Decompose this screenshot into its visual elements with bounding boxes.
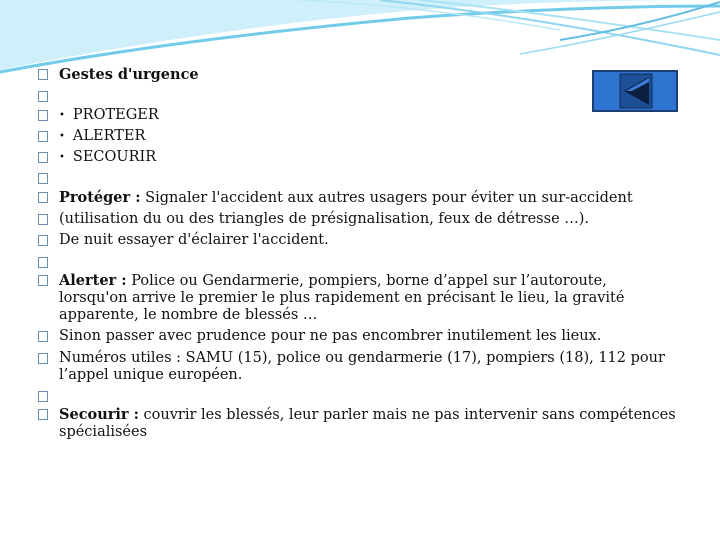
bullet-line (38, 328, 678, 345)
bullet-box-icon (38, 110, 48, 121)
bullet-box-icon (38, 91, 48, 102)
bullet-label: Alerter : (59, 271, 127, 289)
bullet-text (73, 107, 678, 124)
bullet-text (59, 232, 678, 249)
sub-bullet-dot: • (59, 130, 65, 142)
bullet-box-icon (38, 391, 48, 402)
bullet-line (38, 66, 678, 84)
bullet-box-icon (38, 152, 48, 163)
bullet-line (38, 406, 678, 441)
bullet-text (59, 189, 678, 207)
bullet-text (59, 406, 678, 441)
bullet-line (38, 128, 678, 145)
bullet-body: ALERTER (72, 127, 146, 144)
bullet-body: (utilisation du ou des triangles de présignalisation, feux de détresse …). (59, 211, 590, 228)
bullet-text (59, 328, 678, 345)
sub-bullet-dot: • (59, 152, 65, 164)
bullet-box-icon (38, 353, 48, 364)
bullet-line (38, 211, 678, 228)
bullet-box-icon (38, 331, 48, 342)
bullet-box-icon (38, 275, 48, 286)
bullet-line (38, 350, 678, 384)
bullet-text (59, 272, 678, 324)
bullet-line (38, 88, 678, 102)
bullet-box-icon (38, 69, 48, 80)
bullet-body: Police ou Gendarmerie, pompiers, borne d’appel sur l’autoroute, lorsqu'on arrive le premier le plus rapidement en précisant le lieu, la gravité apparente, le nombre de blessés … (59, 272, 625, 323)
bullet-box-icon (38, 192, 48, 203)
bullet-label: Gestes d'urgence (59, 66, 199, 83)
bullet-line (38, 254, 678, 268)
bullet-body: PROTEGER (72, 106, 159, 123)
bullet-line (38, 388, 678, 402)
bullet-box-icon (38, 214, 48, 225)
bullet-text (59, 211, 678, 228)
bullet-text (59, 66, 678, 84)
bullet-text (73, 128, 678, 145)
bullet-box-icon (38, 409, 48, 420)
bullet-line (38, 232, 678, 249)
bullet-label: Protéger : (59, 188, 141, 206)
bullet-label: Secourir : (59, 406, 139, 424)
bullet-box-icon (38, 173, 48, 184)
bullet-body: Signaler l'accident aux autres usagers pour éviter un sur-accident (140, 189, 633, 206)
bullet-body: Numéros utiles : SAMU (15), police ou gendarmerie (17), pompiers (18), 112 pour l’appel unique européen. (59, 349, 665, 383)
bullet-box-icon (38, 235, 48, 246)
bullet-line (38, 189, 678, 207)
bullet-body: couvrir les blessés, leur parler mais ne pas intervenir sans compétences spécialisées (59, 407, 676, 441)
bullet-body: Sinon passer avec prudence pour ne pas encombrer inutilement les lieux. (59, 328, 602, 345)
bullet-text (59, 350, 678, 384)
sub-bullet-dot: • (59, 109, 65, 121)
bullet-body: SECOURIR (72, 149, 157, 166)
bullet-text (73, 149, 678, 166)
slide-content (38, 66, 678, 445)
bullet-line (38, 272, 678, 324)
bullet-body: De nuit essayer d'éclairer l'accident. (59, 232, 329, 249)
bullet-line (38, 107, 678, 124)
bullet-line (38, 170, 678, 184)
bullet-box-icon (38, 131, 48, 142)
bullet-box-icon (38, 257, 48, 268)
bullet-line (38, 149, 678, 166)
